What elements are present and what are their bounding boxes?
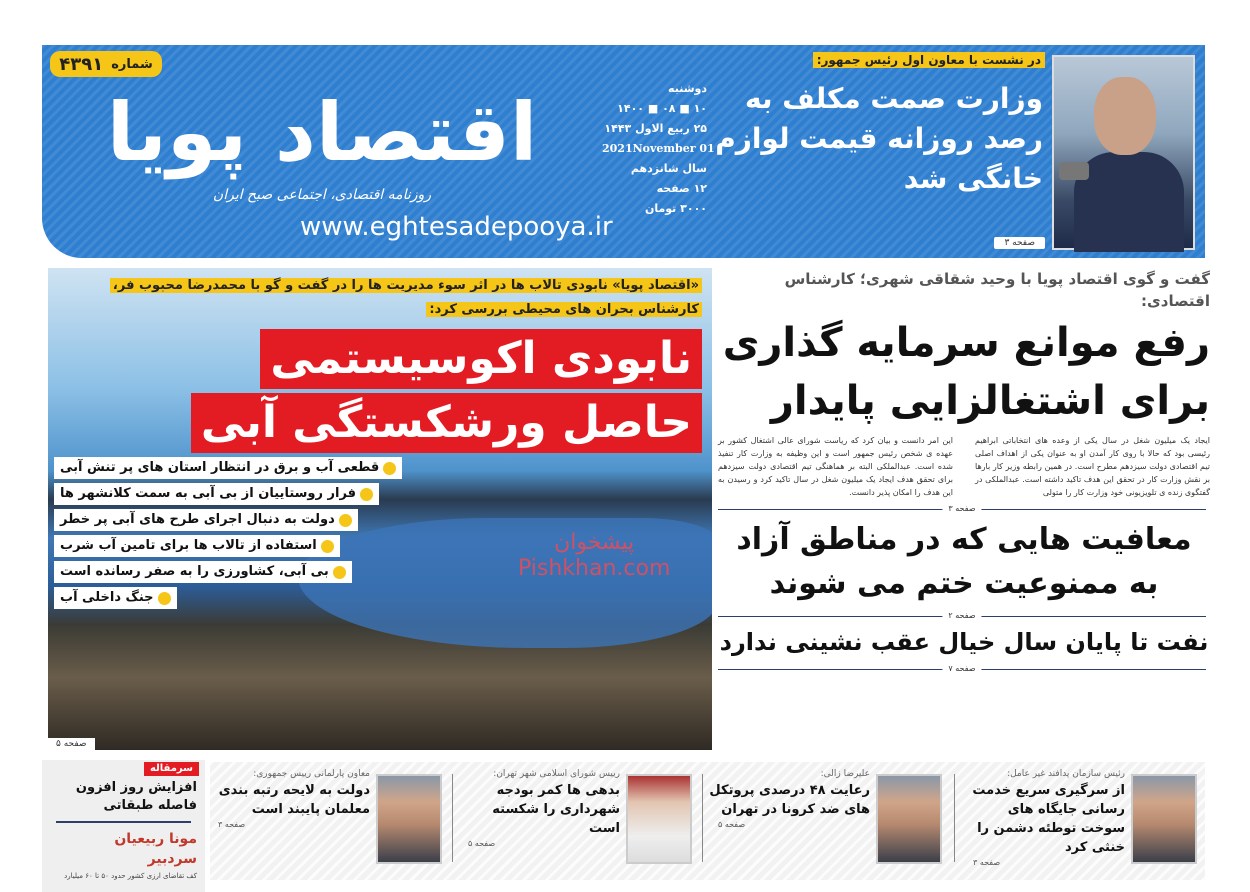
feature-bullet: قطعی آب و برق در انتظار استان های پر تنش آبی: [54, 457, 402, 479]
bullet-dot-icon: [158, 592, 171, 605]
brief-kicker: معاون پارلمانی رییس جمهوری:: [253, 769, 370, 779]
divider: [452, 774, 453, 862]
issue-number: ۴۳۹۱: [59, 53, 104, 75]
feature-headline-line1[interactable]: نابودی اکوسیستمی: [260, 329, 702, 389]
lead-body-right: ایجاد یک میلیون شغل در سال یکی از وعده های انتخاباتی ابراهیم رئیسی بود که حالا با روی کار آمدن او به عنوان یکی از اهداف اصلی تیم اقتصادی دولت سیزدهم مطرح است. در همین رابطه وزیر کار بارها بر نقش وزارت کار در تحقق این هدف تاکید داشته است. عبدالملکی در گفتگوی زنده ی تلویزیونی خود وزارت کار را متولی: [975, 436, 1210, 497]
brief-item[interactable]: [455, 762, 700, 880]
feature-photo: [48, 268, 712, 750]
brief-headline: بدهی ها کمر بودجه شهرداری را شکسته است: [492, 783, 620, 836]
brief-kicker: علیرضا زالی:: [820, 769, 870, 779]
brief-item[interactable]: [205, 762, 450, 880]
brief-page: صفحه ۵: [468, 839, 496, 848]
microphone-icon: [1059, 162, 1089, 180]
lead-headline[interactable]: رفع موانع سرمایه گذاری برای اشتغالزایی پایدار: [722, 320, 1210, 424]
lead-column: [718, 268, 1210, 758]
date-block: [602, 79, 715, 219]
divider: [718, 611, 1206, 620]
brief-page: صفحه ۳: [218, 820, 246, 829]
feature-bullet: فرار روستاییان از بی آبی به سمت کلانشهر ها: [54, 483, 379, 505]
editorial-excerpt: کف تقاضای ارزی کشور حدود ۵۰ تا ۶۰ میلیارد: [64, 872, 197, 880]
story2-headline[interactable]: معافیت هایی که در مناطق آزاد به ممنوعیت ختم می شوند: [736, 522, 1192, 601]
briefs-strip: [210, 762, 1205, 880]
brief-photo: [876, 774, 942, 864]
lead-body: [718, 434, 1210, 499]
divider: [718, 664, 1206, 673]
feature-page: صفحه ۵: [48, 738, 95, 750]
feature-headline-line2[interactable]: حاصل ورشکستگی آبی: [191, 393, 702, 453]
top-story-headline[interactable]: وزارت صمت مکلف به رصد روزانه قیمت لوازم خانگی شد: [715, 82, 1043, 195]
brief-headline: رعایت ۴۸ درصدی پروتکل های ضد کرونا در تهران: [709, 783, 870, 817]
brief-page: صفحه ۳: [973, 858, 1001, 867]
story3-page: صفحه ۷: [942, 663, 981, 675]
editorial-box: [42, 760, 205, 892]
pishkhan-watermark: پیشخوان Pishkhan.com: [518, 530, 671, 581]
newspaper-logo[interactable]: اقتصاد پویا: [106, 86, 538, 179]
solar-date: ۱۰ ■ ۰۸ ■ ۱۴۰۰: [617, 102, 707, 115]
gregorian-date: 2021November 01: [602, 142, 715, 155]
issue-badge: [50, 51, 162, 77]
masthead: [42, 45, 1205, 258]
brief-kicker: رییس شورای اسلامی شهر تهران:: [493, 769, 620, 779]
weekday: دوشنبه: [668, 82, 707, 95]
story2-page: صفحه ۲: [942, 610, 981, 622]
brief-item[interactable]: [705, 762, 950, 880]
brief-headline: از سرگیری سریع خدمت رسانی جایگاه های سوخت توطئه دشمن را خنثی کرد: [972, 783, 1125, 855]
bullet-dot-icon: [360, 488, 373, 501]
tagline: روزنامه اقتصادی، اجتماعی صبح ایران: [212, 187, 432, 203]
feature-bullet: دولت به دنبال اجرای طرح های آبی پر خطر: [54, 509, 358, 531]
brief-photo: [376, 774, 442, 864]
bullet-dot-icon: [383, 462, 396, 475]
brief-page: صفحه ۵: [718, 820, 746, 829]
top-story-page: صفحه ۳: [994, 237, 1045, 249]
year: سال شانزدهم: [630, 162, 707, 175]
lunar-date: ۲۵ ربیع الاول ۱۴۴۳: [604, 122, 707, 135]
brief-photo: [1131, 774, 1197, 864]
issue-label: شماره: [111, 56, 153, 72]
divider: [718, 504, 1206, 513]
divider: [954, 774, 955, 862]
feature-bullet: بی آبی، کشاورزی را به صفر رسانده است: [54, 561, 352, 583]
divider: [702, 774, 703, 862]
lead-page: صفحه ۳: [942, 503, 981, 515]
brief-item[interactable]: [960, 762, 1205, 880]
divider: [56, 821, 191, 823]
brief-headline: دولت به لایحه رتبه بندی معلمان پایبند است: [218, 783, 370, 817]
editorial-author: مونا ربیعیان سردبیر: [114, 831, 197, 867]
bullet-dot-icon: [321, 540, 334, 553]
top-story-kicker: در نشست با معاون اول رئیس جمهور:: [813, 52, 1045, 68]
brief-kicker: رئیس سازمان پدافند غیر عامل:: [1007, 769, 1125, 779]
price: ۳۰۰۰ تومان: [644, 202, 707, 215]
feature-bullet: استفاده از تالاب ها برای تامین آب شرب: [54, 535, 340, 557]
editorial-tag: سرمقاله: [144, 762, 199, 776]
editorial-title[interactable]: افزایش روز افزون فاصله طبقاتی: [75, 780, 197, 813]
story3-headline[interactable]: نفت تا پایان سال خیال عقب نشینی ندارد: [719, 628, 1209, 656]
top-story-photo: [1052, 55, 1195, 250]
lead-kicker: گفت و گوی اقتصاد پویا با وحید شقاقی شهری؛ کارشناس اقتصادی:: [784, 270, 1210, 310]
feature-kicker: «اقتصاد پویا» نابودی تالاب ها در اثر سوء مدیریت ها را در گفت و گو با محمدرضا محبوب فر، کارشناس بحران های محیطی بررسی کرد:: [62, 273, 702, 321]
bullet-dot-icon: [339, 514, 352, 527]
lead-body-left: این امر دانست و بیان کرد که ریاست شورای عالی اشتغال کشور بر عهده ی شخص رئیس جمهور است و این وظیفه به وزارت کار تنفیذ شده است. عبدالملکی البته بر هماهنگی تیم اقتصادی دولت سیزدهم برای تحقق هدف ایجاد یک میلیون شغل در سال تاکید کرد و رسیدن به این هدف را امکان پذیر دانست.: [718, 436, 953, 497]
website-url[interactable]: www.eghtesadepooya.ir: [300, 212, 613, 242]
brief-photo: [626, 774, 692, 864]
bullet-dot-icon: [333, 566, 346, 579]
feature-bullet: جنگ داخلی آب: [54, 587, 177, 609]
page-count: ۱۲ صفحه: [656, 182, 707, 195]
